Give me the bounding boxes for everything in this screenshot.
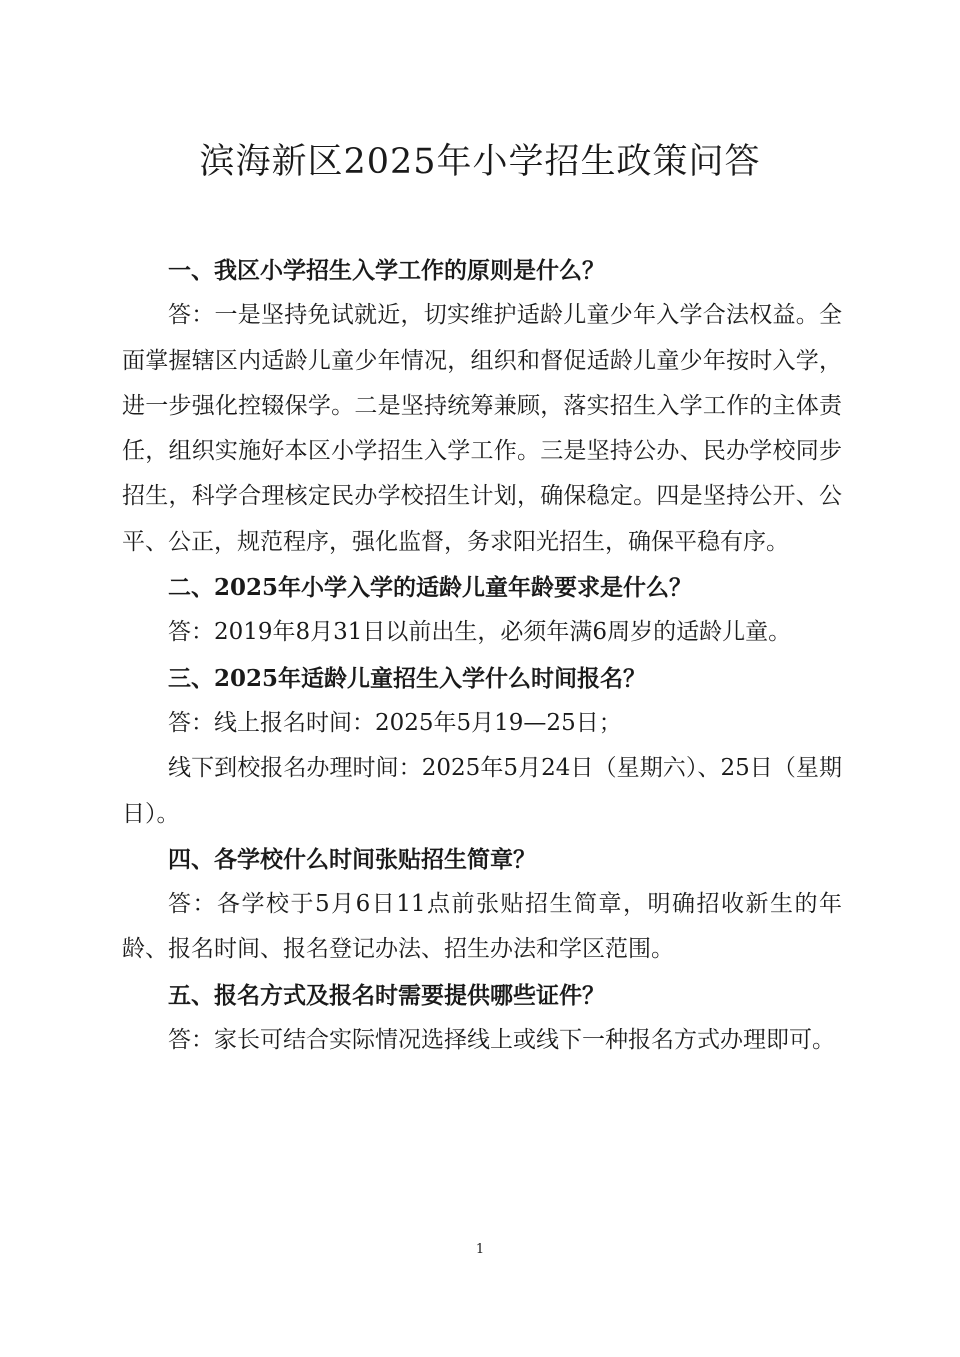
answer-2: 答：2019年8月31日以前出生，必须年满6周岁的适龄儿童。 <box>168 619 792 646</box>
answer-3-online: 答：线上报名时间：2025年5月19—25日； <box>168 709 622 736</box>
page-number: 1 <box>475 1242 485 1257</box>
question-3: 三、2025年适龄儿童招生入学什么时间报名？ <box>168 664 647 692</box>
answer-1: 答：一是坚持免试就近，切实维护适龄儿童少年入学合法权益。全面掌握辖区内适龄儿童少年情况，组织和督促适龄儿童少年按时入学，进一步强化控辍保学。二是坚持统筹兼顾，落实招生入学工作的主体责任，组织实施好本区小学招生入学工作。三是坚持公办、民办学校同步招生，科学合理核定民办学校招生计划，确保稳定。四是坚持公开、公平、公正，规范程序，强化监督，务求阳光招生，确保平稳有序。 <box>122 302 842 555</box>
question-1: 一、我区小学招生入学工作的原则是什么？ <box>168 257 605 284</box>
document-title: 滨海新区2025年小学招生政策问答 <box>199 142 761 182</box>
question-2: 二、2025年小学入学的适龄儿童年龄要求是什么？ <box>168 574 693 602</box>
question-4: 四、各学校什么时间张贴招生简章？ <box>168 845 536 873</box>
answer-4: 答：各学校于5月6日11点前张贴招生简章，明确招收新生的年龄、报名时间、报名登记办法、招生办法和学区范围。 <box>122 891 842 963</box>
answer-3-offline: 线下到校报名办理时间：2025年5月24日（星期六）、25日（星期日）。 <box>122 755 842 827</box>
answer-5: 答：家长可结合实际情况选择线上或线下一种报名方式办理即可。 <box>168 1027 835 1054</box>
question-5: 五、报名方式及报名时需要提供哪些证件？ <box>168 981 605 1009</box>
document-body <box>122 248 842 1063</box>
